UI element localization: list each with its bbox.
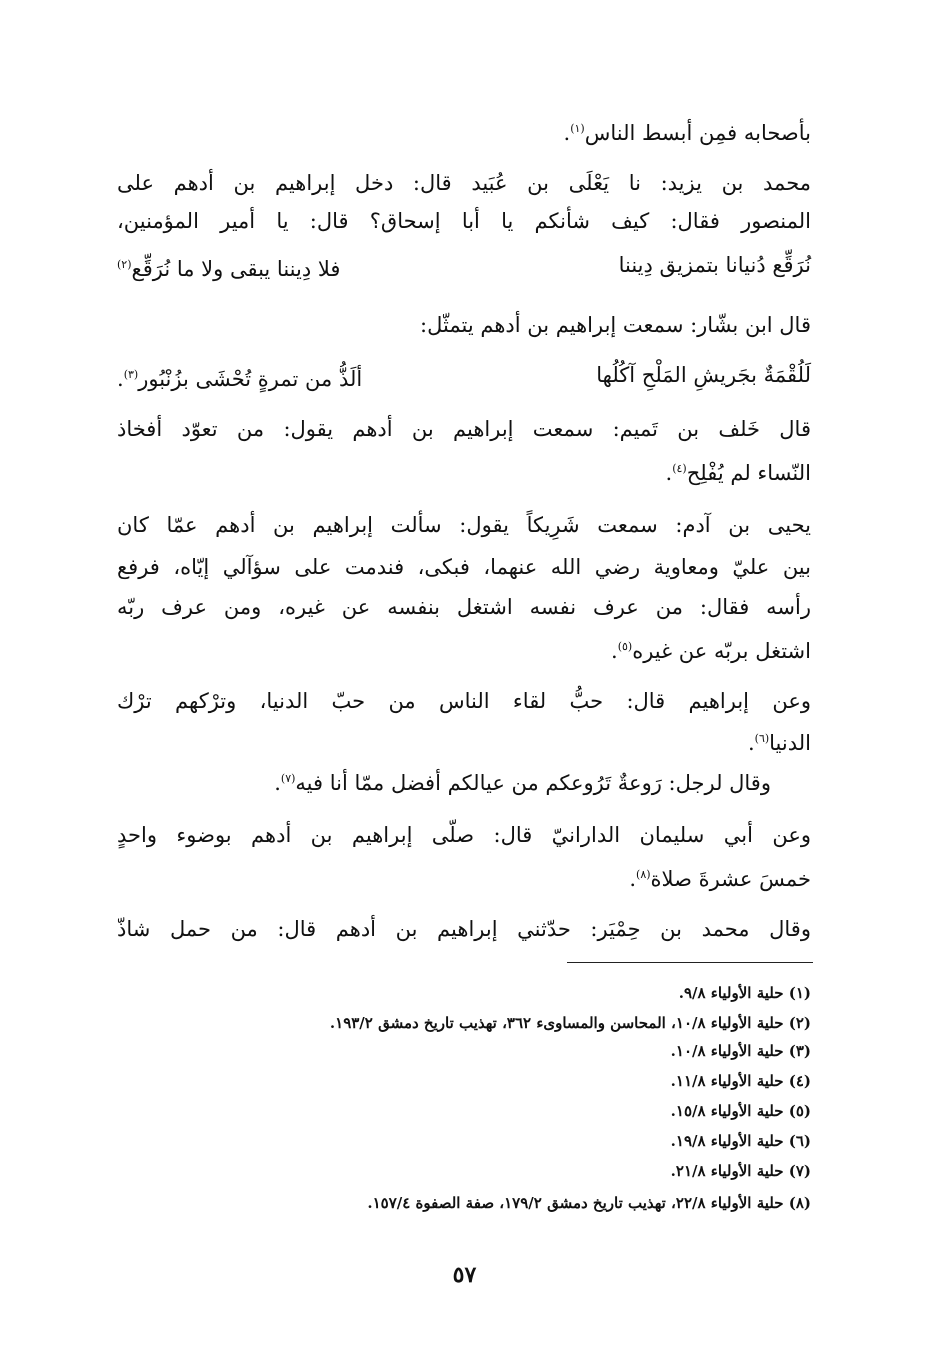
footnote: (٣) حلية الأولياء ١٠/٨. — [670, 1042, 811, 1060]
footnote: (٥) حلية الأولياء ١٥/٨. — [670, 1102, 811, 1120]
text-line: وعن أبي سليمان الدارانيّ قال: صلّى إبراهيم بن أدهم بوضوء واحدٍ — [117, 823, 811, 847]
text-line: المنصور فقال: كيف شأنكم يا أبا إسحاق؟ قال: يا أمير المؤمنين، — [117, 209, 811, 233]
text-line: خمسَ عشرةَ صلاة$^{(٨)}$. — [629, 867, 811, 891]
footnote-ref: (٧) — [280, 772, 296, 785]
footnote-ref: (٨) — [636, 868, 651, 881]
text-line: بأصحابه فمِن أبسط الناس$^{(١)}$. — [563, 121, 811, 145]
verse-second-hemistich: ألَذُّ من تمرةٍ تُحْشَى بزُنْبُور$^{(٣)}$. — [117, 367, 363, 391]
text-line: قال ابن بشّار: سمعت إبراهيم بن أدهم يتمثّل: — [420, 313, 811, 337]
footnote: (١) حلية الأولياء ٩/٨. — [678, 984, 811, 1002]
text-line: محمد بن يزيد: نا يَعْلَى بن عُبَيد قال: دخل إبراهيم بن أدهم على — [117, 171, 811, 195]
footnote: (٢) حلية الأولياء ١٠/٨، المحاسن والمساوىء ٣٦٢، تهذيب تاريخ دمشق ١٩٣/٢. — [329, 1014, 811, 1032]
footnote-ref: (٢) — [117, 258, 132, 271]
text-line: قال خَلف بن تَميم: سمعت إبراهيم بن أدهم يقول: من تعوّد أفخاذ — [117, 417, 811, 441]
text-line: اشتغل بربّه عن غيره$^{(٥)}$. — [611, 639, 811, 663]
footnote: (٨) حلية الأولياء ٢٢/٨، تهذيب تاريخ دمشق ١٧٩/٢، صفة الصفوة ١٥٧/٤. — [367, 1194, 811, 1212]
footnote-ref: (٦) — [754, 732, 770, 745]
footnote: (٧) حلية الأولياء ٢١/٨. — [670, 1162, 811, 1180]
verse-first-hemistich: لَلُقْمَةٌ بجَريشِ المَلْحِ آكُلُها — [596, 363, 811, 387]
footnote-ref: (٤) — [672, 462, 687, 475]
page-number: ٥٧ — [452, 1262, 477, 1288]
footnote-ref: (١) — [570, 122, 585, 135]
text-line: بين عليّ ومعاوية رضي الله عنهما، فبكى، فندمت على سؤآلي إيّاه، فرفع — [117, 555, 811, 579]
text-line: وعن إبراهيم قال: حبُّ لقاء الناس من حبّ الدنيا، وترْكهم ترْك — [117, 689, 811, 713]
text-line: وقال لرجل: رَوعةٌ تَرُوعكم من عيالكم أفضل ممّا أنا فيه$^{(٧)}$. — [274, 771, 771, 795]
footnote-ref: (٣) — [123, 368, 139, 381]
text-line: الدنيا$^{(٦)}$. — [747, 731, 811, 755]
text-line: النّساء لم يُفْلِح$^{(٤)}$. — [665, 461, 811, 485]
verse-first-hemistich: نُرَقِّع دُنيانا بتمزيق دِيننا — [618, 253, 811, 277]
footnote: (٤) حلية الأولياء ١١/٨. — [670, 1072, 811, 1090]
text-line: وقال محمد بن حِمْيَر: حدّثني إبراهيم بن أدهم قال: من حمل شاذّ — [117, 917, 811, 941]
footnote: (٦) حلية الأولياء ١٩/٨. — [670, 1132, 811, 1150]
footnote-ref: (٥) — [617, 640, 633, 653]
text-line: رأسه فقال: من عرف نفسه اشتغل بنفسه عن غيره، ومن عرف ربّه — [117, 595, 811, 619]
main-text — [117, 0, 811, 960]
footnote-separator — [567, 962, 813, 963]
text-line: يحيى بن آدم: سمعت شَرِيكاً يقول: سألت إبراهيم بن أدهم عمّا كان — [117, 513, 811, 537]
verse-second-hemistich: فلا دِيننا يبقى ولا ما نُرَقِّع$^{(٢)}$ — [117, 257, 341, 281]
